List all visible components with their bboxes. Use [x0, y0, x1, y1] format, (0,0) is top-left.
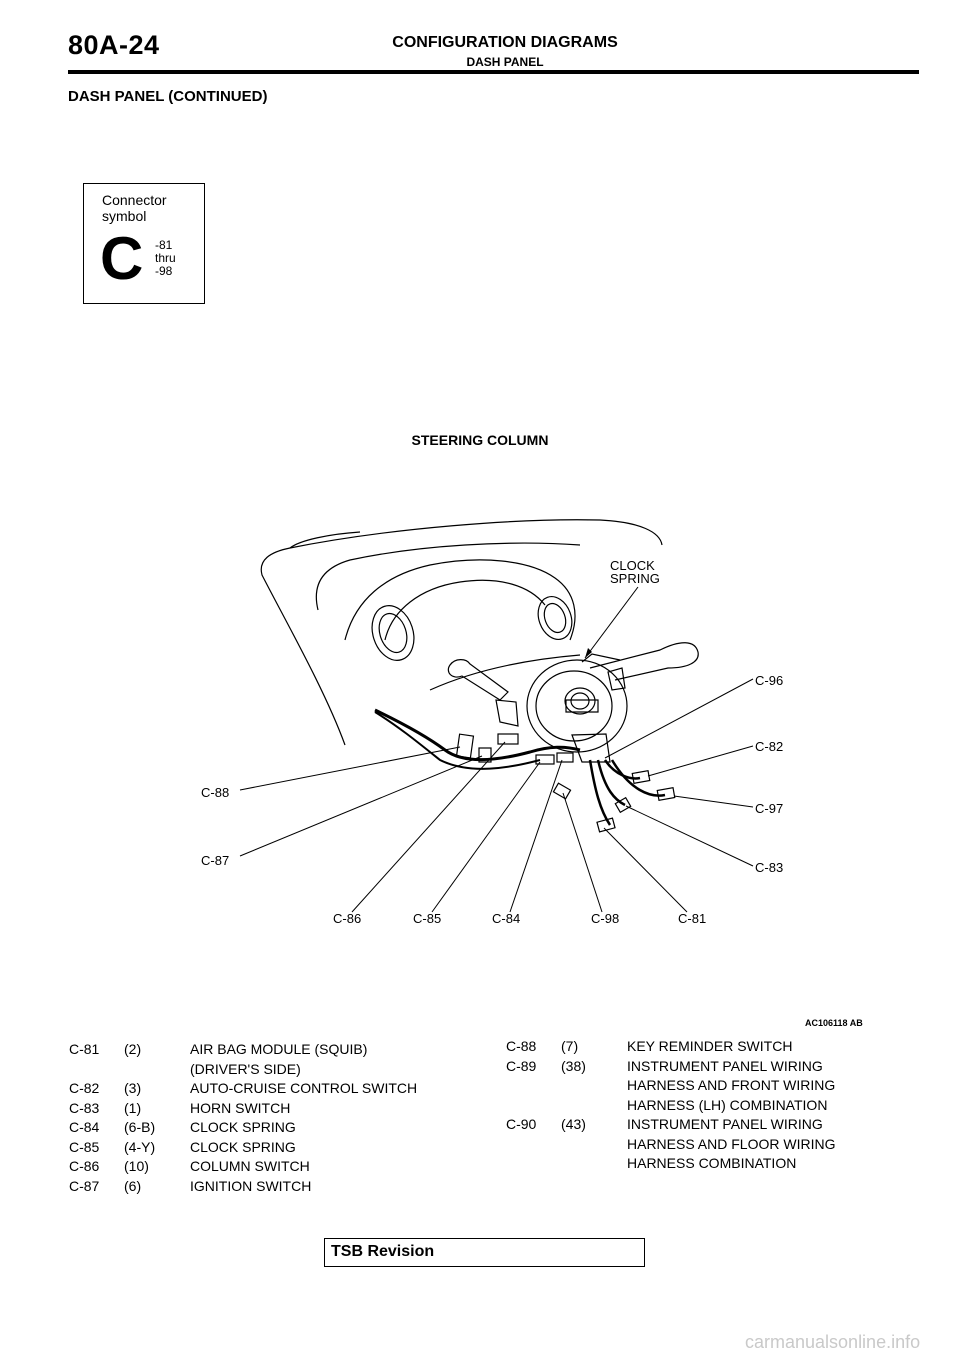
legend-right — [506, 1037, 886, 1174]
legend-description — [190, 1157, 469, 1177]
callout-c88: C-88 — [201, 785, 230, 800]
legend-code: C-87 — [69, 1177, 100, 1194]
clock-spring-label: SPRING — [610, 571, 660, 586]
legend-description-line: INSTRUMENT PANEL WIRING — [627, 1116, 823, 1132]
legend-code: C-82 — [69, 1080, 100, 1096]
legend-row — [69, 1040, 469, 1079]
legend-pin-count: (2) — [124, 1041, 142, 1057]
callout-c97: C-97 — [755, 801, 784, 816]
legend-row — [506, 1037, 886, 1057]
tsb-revision-box — [324, 1238, 645, 1267]
callout-c82: C-82 — [755, 739, 784, 754]
legend-description — [627, 1115, 886, 1174]
legend-pin-count: (4-Y) — [124, 1138, 156, 1155]
legend-row — [506, 1057, 886, 1116]
legend-pin-count: (1) — [124, 1099, 142, 1116]
legend-code: C-84 — [69, 1119, 100, 1135]
legend-pin-count: (7) — [561, 1038, 579, 1054]
callout-c87: C-87 — [201, 853, 230, 868]
figure-id: AC106118 AB — [805, 1018, 863, 1028]
legend-description — [627, 1057, 886, 1116]
legend-row — [69, 1118, 469, 1138]
legend-pin-count: (38) — [561, 1057, 586, 1074]
legend-code: C-85 — [69, 1138, 100, 1155]
legend-description — [190, 1138, 469, 1158]
legend-description-line: KEY REMINDER SWITCH — [627, 1038, 793, 1054]
legend-pin-count: (10) — [124, 1158, 149, 1174]
callout-c86: C-86 — [333, 911, 362, 926]
watermark: carmanualsonline.info — [745, 1332, 921, 1352]
callout-c81: C-81 — [678, 911, 707, 926]
legend-description-line: CLOCK SPRING — [190, 1119, 296, 1135]
callout-c96: C-96 — [755, 673, 784, 688]
legend-description-line: CLOCK SPRING — [190, 1138, 296, 1155]
legend-description — [190, 1079, 469, 1099]
legend-pin-count: (3) — [124, 1080, 142, 1096]
callout-c98: C-98 — [591, 911, 620, 926]
header-title: CONFIGURATION DIAGRAMS — [392, 34, 618, 51]
legend-code: C-81 — [69, 1041, 100, 1057]
legend-row — [69, 1157, 469, 1177]
tsb-revision-label: TSB Revision — [331, 1243, 435, 1260]
legend-description-line: HARNESS AND FRONT WIRING — [627, 1077, 836, 1093]
legend-code: C-83 — [69, 1099, 100, 1116]
leader-lines — [240, 587, 753, 912]
legend-pin-count: (43) — [561, 1116, 586, 1132]
legend-description — [190, 1118, 469, 1138]
legend-description-line: HARNESS (LH) COMBINATION — [627, 1096, 828, 1113]
callout-c84: C-84 — [492, 911, 521, 926]
legend-row — [506, 1115, 886, 1174]
legend-description-line: COLUMN SWITCH — [190, 1158, 310, 1174]
legend-description-line: INSTRUMENT PANEL WIRING — [627, 1057, 823, 1074]
callout-c83: C-83 — [755, 860, 784, 875]
legend-code: C-89 — [506, 1057, 537, 1074]
legend-description-line: HARNESS COMBINATION — [627, 1155, 797, 1171]
legend-row — [69, 1177, 469, 1197]
legend-code: C-86 — [69, 1158, 100, 1174]
connector-symbol-label: Connector symbol — [102, 192, 167, 224]
connector-letter: C — [100, 225, 144, 292]
connector-range-line: -98 — [155, 264, 173, 278]
legend-pin-count: (6-B) — [124, 1119, 156, 1135]
diagram-title: STEERING COLUMN — [411, 432, 549, 448]
connector-range-line: -81 — [155, 238, 173, 252]
legend-description-line: HARNESS AND FLOOR WIRING — [627, 1135, 836, 1152]
legend-description-line: AUTO-CRUISE CONTROL SWITCH — [190, 1080, 418, 1096]
legend-description — [627, 1037, 886, 1057]
legend-description-line: (DRIVER'S SIDE) — [190, 1060, 301, 1077]
legend-row — [69, 1099, 469, 1119]
page-number: 80A-24 — [68, 30, 160, 60]
callout-c85: C-85 — [413, 911, 442, 926]
legend-code: C-90 — [506, 1116, 537, 1132]
section-title: DASH PANEL (CONTINUED) — [68, 88, 268, 105]
legend-left — [69, 1040, 469, 1196]
legend-row — [69, 1138, 469, 1158]
legend-pin-count: (6) — [124, 1177, 142, 1194]
callout-labels — [201, 558, 783, 926]
legend-description — [190, 1040, 469, 1079]
legend-row — [69, 1079, 469, 1099]
legend-description-line: AIR BAG MODULE (SQUIB) — [190, 1041, 368, 1057]
legend-description-line: HORN SWITCH — [190, 1099, 291, 1116]
legend-description — [190, 1177, 469, 1197]
legend-code: C-88 — [506, 1038, 537, 1054]
header-subtitle: DASH PANEL — [466, 55, 544, 69]
legend-description-line: IGNITION SWITCH — [190, 1177, 312, 1194]
connector-range-line: thru — [155, 251, 176, 265]
legend-description — [190, 1099, 469, 1119]
clock-spring-label: CLOCK — [610, 558, 655, 573]
